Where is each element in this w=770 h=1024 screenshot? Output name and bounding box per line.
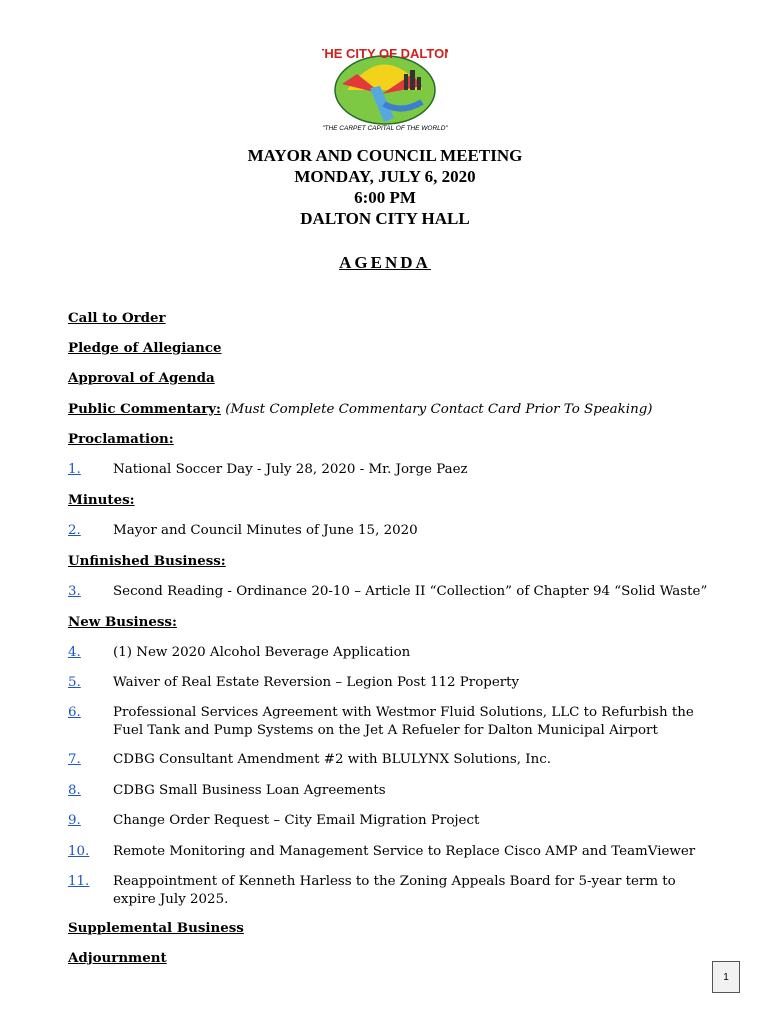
- section-pledge: Pledge of Allegiance: [68, 340, 222, 356]
- item-text: Change Order Request – City Email Migration Project: [113, 813, 480, 828]
- section-public-commentary: Public Commentary: (Must Complete Commentary Contact Card Prior To Speaking): [68, 401, 653, 417]
- section-adjournment: Adjournment: [68, 950, 167, 966]
- meeting-header: [0, 145, 770, 229]
- item-text: Remote Monitoring and Management Service to Replace Cisco AMP and TeamViewer: [113, 844, 696, 859]
- meeting-time: 6:00 PM: [354, 188, 416, 207]
- meeting-title: MAYOR AND COUNCIL MEETING: [247, 146, 523, 165]
- section-unfinished: Unfinished Business:: [68, 553, 226, 569]
- page-number: 1: [712, 961, 740, 993]
- meeting-location: DALTON CITY HALL: [300, 209, 470, 228]
- item-text: CDBG Small Business Loan Agreements: [113, 783, 386, 798]
- section-proclamation: Proclamation:: [68, 431, 174, 447]
- item-link[interactable]: 8.: [68, 783, 81, 798]
- item-text: Mayor and Council Minutes of June 15, 2020: [113, 523, 418, 538]
- item-text: CDBG Consultant Amendment #2 with BLULYNX Solutions, Inc.: [113, 752, 551, 767]
- section-call-to-order: Call to Order: [68, 310, 166, 326]
- item-link[interactable]: 6.: [68, 705, 81, 720]
- item-link[interactable]: 4.: [68, 645, 81, 660]
- city-of-dalton-logo: [322, 44, 448, 134]
- item-link[interactable]: 3.: [68, 584, 81, 599]
- agenda-title: AGENDA: [339, 253, 431, 272]
- logo-bottom-text: "THE CARPET CAPITAL OF THE WORLD": [322, 125, 448, 132]
- item-link[interactable]: 10.: [68, 844, 90, 859]
- item-link[interactable]: 5.: [68, 675, 81, 690]
- section-supplemental: Supplemental Business: [68, 920, 244, 936]
- item-link[interactable]: 1.: [68, 462, 81, 477]
- section-approval: Approval of Agenda: [68, 370, 215, 386]
- section-minutes: Minutes:: [68, 492, 135, 508]
- item-text: Professional Services Agreement with Westmor Fluid Solutions, LLC to Refurbish the Fuel Tank and Pump Systems on the Jet A Refueler for Dalton Municipal Airport: [113, 705, 694, 738]
- item-link[interactable]: 11.: [68, 874, 90, 889]
- meeting-date: MONDAY, JULY 6, 2020: [294, 167, 476, 186]
- item-text: Second Reading - Ordinance 20-10 – Article II “Collection” of Chapter 94 “Solid Waste”: [113, 584, 708, 599]
- logo-top-text: THE CITY OF DALTON: [322, 46, 448, 61]
- item-link[interactable]: 7.: [68, 752, 81, 767]
- public-commentary-note: (Must Complete Commentary Contact Card Prior To Speaking): [225, 402, 653, 417]
- item-link[interactable]: 2.: [68, 523, 81, 538]
- section-new-business: New Business:: [68, 614, 177, 630]
- item-text: National Soccer Day - July 28, 2020 - Mr. Jorge Paez: [113, 462, 468, 477]
- item-text: (1) New 2020 Alcohol Beverage Application: [113, 645, 411, 660]
- item-text: Waiver of Real Estate Reversion – Legion Post 112 Property: [113, 675, 520, 690]
- item-link[interactable]: 9.: [68, 813, 81, 828]
- item-text: Reappointment of Kenneth Harless to the Zoning Appeals Board for 5-year term to expire July 2025.: [113, 874, 676, 907]
